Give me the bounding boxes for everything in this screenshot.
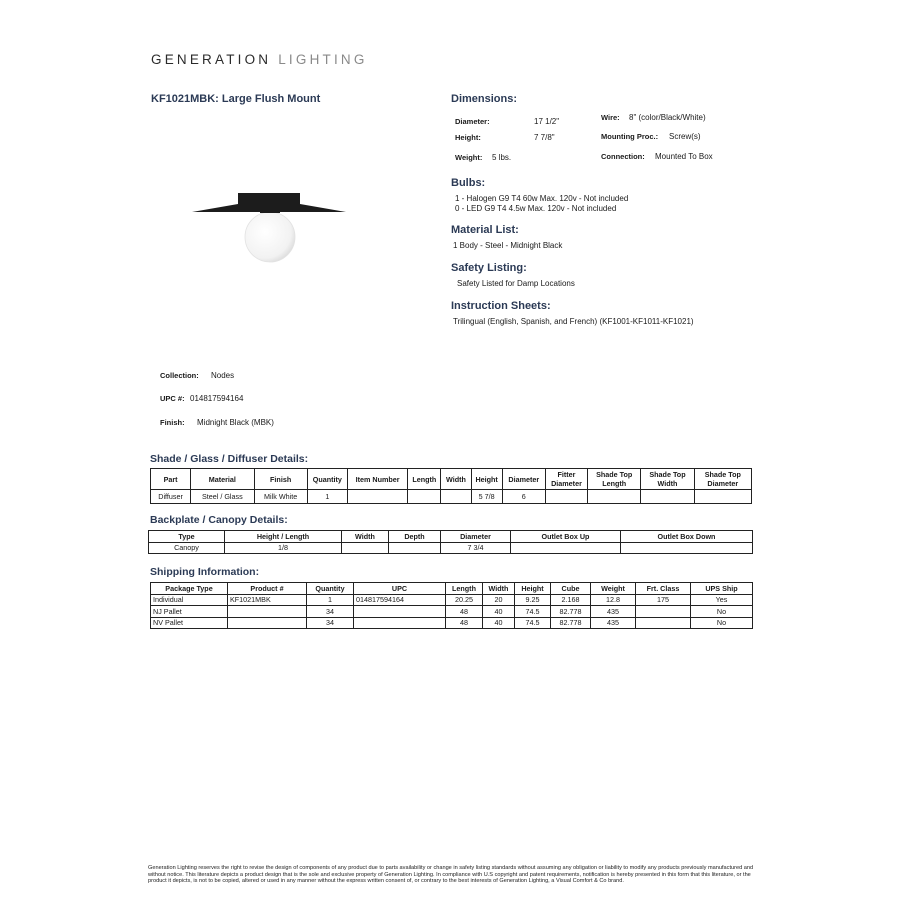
backplate-row: [149, 542, 753, 554]
shipping-heading: Shipping Information:: [150, 566, 260, 578]
product-title: KF1021MBK: Large Flush Mount: [151, 93, 321, 105]
backplate-heading: Backplate / Canopy Details:: [150, 514, 288, 526]
shipping-cell: Yes: [691, 594, 753, 606]
shade-header-quantity: Quantity: [307, 469, 347, 490]
backplate-header-width: Width: [342, 531, 389, 543]
upc-value: 014817594164: [190, 394, 244, 403]
shade-cell-shade-top-length: [588, 490, 641, 504]
shade-heading: Shade / Glass / Diffuser Details:: [150, 453, 309, 465]
height-label: Height:: [455, 133, 481, 142]
shipping-cell: 74.5: [515, 606, 551, 618]
shipping-row: [151, 606, 753, 618]
finish-value: Midnight Black (MBK): [197, 418, 274, 427]
shipping-header-frt-class: Frt. Class: [636, 583, 691, 595]
shade-cell-item-number: [347, 490, 407, 504]
shipping-cell: NV Pallet: [151, 617, 228, 629]
shipping-cell: 34: [307, 606, 354, 618]
backplate-cell-outlet-box-down: [621, 542, 753, 554]
connection-value: Mounted To Box: [655, 152, 713, 161]
shipping-cell: Individual: [151, 594, 228, 606]
shipping-cell: [636, 606, 691, 618]
material-line-1: 1 Body - Steel - Midnight Black: [453, 241, 563, 250]
shipping-row: [151, 617, 753, 629]
shipping-cell: 20.25: [446, 594, 483, 606]
backplate-cell-depth: [389, 542, 441, 554]
backplate-header-type: Type: [149, 531, 225, 543]
shade-header-diameter: Diameter: [502, 469, 545, 490]
bulbs-line-2: 0 - LED G9 T4 4.5w Max. 120v - Not included: [455, 204, 617, 213]
shipping-cell: [354, 617, 446, 629]
shipping-header-quantity: Quantity: [307, 583, 354, 595]
shade-cell-shade-top-width: [641, 490, 694, 504]
instructions-line-1: Trilingual (English, Spanish, and French) (KF1001-KF1011-KF1021): [453, 317, 694, 326]
backplate-header-height-length: Height / Length: [225, 531, 342, 543]
backplate-header-row: [149, 531, 753, 543]
shade-header-material: Material: [191, 469, 254, 490]
shade-cell-width: [441, 490, 471, 504]
shade-header-shade-top-length: Shade Top Length: [588, 469, 641, 490]
shade-header-part: Part: [151, 469, 191, 490]
shade-cell-material: Steel / Glass: [191, 490, 254, 504]
backplate-cell-diameter: 7 3/4: [441, 542, 511, 554]
material-heading: Material List:: [451, 224, 519, 236]
shipping-cell: 435: [591, 617, 636, 629]
shipping-cell: 1: [307, 594, 354, 606]
height-value: 7 7/8": [534, 133, 555, 142]
shade-header-width: Width: [441, 469, 471, 490]
shipping-cell: [354, 606, 446, 618]
shade-header-height: Height: [471, 469, 502, 490]
shipping-cell: No: [691, 617, 753, 629]
finish-label: Finish:: [160, 418, 185, 427]
shipping-header-cube: Cube: [551, 583, 591, 595]
backplate-table: [148, 530, 753, 554]
connection-label: Connection:: [601, 152, 645, 161]
shipping-cell: 74.5: [515, 617, 551, 629]
diameter-label: Diameter:: [455, 117, 490, 126]
weight-label: Weight:: [455, 153, 483, 162]
shipping-header-height: Height: [515, 583, 551, 595]
weight-value: 5 lbs.: [492, 153, 512, 162]
shade-header-shade-top-diameter: Shade Top Diameter: [694, 469, 751, 490]
shipping-cell: 40: [483, 617, 515, 629]
backplate-header-outlet-box-up: Outlet Box Up: [511, 531, 621, 543]
instructions-heading: Instruction Sheets:: [451, 300, 551, 312]
shipping-row: [151, 594, 753, 606]
shipping-cell: 82.778: [551, 617, 591, 629]
shade-cell-quantity: 1: [307, 490, 347, 504]
shipping-cell: [228, 617, 307, 629]
shade-cell-length: [408, 490, 441, 504]
shipping-cell: 435: [591, 606, 636, 618]
backplate-cell-outlet-box-up: [511, 542, 621, 554]
brand-logo: [151, 52, 368, 67]
shipping-cell: 40: [483, 606, 515, 618]
shipping-cell: NJ Pallet: [151, 606, 228, 618]
shade-cell-shade-top-diameter: [694, 490, 751, 504]
backplate-header-outlet-box-down: Outlet Box Down: [621, 531, 753, 543]
upc-label: UPC #:: [160, 394, 185, 403]
backplate-cell-width: [342, 542, 389, 554]
backplate-header-depth: Depth: [389, 531, 441, 543]
legal-footer: Generation Lighting reserves the right to revise the design of components of any product due to parts availability or change in safety listing standards without assuming any obligation or liability to modify any products previously manufactured and without notice. This literature depicts a product design that is the sole and exclusive property of Generation Lighting. In compliance with U.S copyright and patent requirements, notification is hereby presented in this form that this literature, or the product it depicts, is not to be copied, altered or used in any manner without the express written consent of, or contrary to the best interests of Generation Lighting, a Visual Comfort & Co brand.: [148, 865, 754, 885]
shade-cell-fitter-diameter: [545, 490, 587, 504]
shipping-header-length: Length: [446, 583, 483, 595]
diameter-value: 17 1/2": [534, 117, 560, 126]
shipping-cell: No: [691, 606, 753, 618]
shade-cell-part: Diffuser: [151, 490, 191, 504]
shipping-cell: 82.778: [551, 606, 591, 618]
shade-header-item-number: Item Number: [347, 469, 407, 490]
shipping-cell: 34: [307, 617, 354, 629]
wire-value: 8" (color/Black/White): [629, 113, 706, 122]
backplate-cell-height-length: 1/8: [225, 542, 342, 554]
bulbs-line-1: 1 - Halogen G9 T4 60w Max. 120v - Not included: [455, 194, 629, 203]
shipping-header-weight: Weight: [591, 583, 636, 595]
shipping-cell: KF1021MBK: [228, 594, 307, 606]
shipping-header-package-type: Package Type: [151, 583, 228, 595]
shipping-header-width: Width: [483, 583, 515, 595]
mounting-value: Screw(s): [669, 132, 701, 141]
shipping-cell: 20: [483, 594, 515, 606]
mounting-label: Mounting Proc.:: [601, 132, 659, 141]
shipping-cell: 2.168: [551, 594, 591, 606]
bulbs-heading: Bulbs:: [451, 177, 486, 189]
shipping-cell: 48: [446, 617, 483, 629]
shipping-cell: [636, 617, 691, 629]
shade-header-finish: Finish: [254, 469, 307, 490]
shipping-cell: 48: [446, 606, 483, 618]
shipping-header-upc: UPC: [354, 583, 446, 595]
shade-header-fitter-diameter: Fitter Diameter: [545, 469, 587, 490]
collection-value: Nodes: [211, 371, 235, 380]
wire-label: Wire:: [601, 113, 620, 122]
brand-part1: GENERATION: [151, 52, 272, 67]
shade-cell-finish: Milk White: [254, 490, 307, 504]
safety-heading: Safety Listing:: [451, 262, 527, 274]
shade-header-row: [151, 469, 752, 490]
shade-header-length: Length: [408, 469, 441, 490]
shipping-cell: 014817594164: [354, 594, 446, 606]
shade-header-shade-top-width: Shade Top Width: [641, 469, 694, 490]
shipping-header-product: Product #: [228, 583, 307, 595]
dimensions-heading: Dimensions:: [451, 93, 518, 105]
brand-part2: LIGHTING: [278, 52, 368, 67]
shade-cell-diameter: 6: [502, 490, 545, 504]
collection-label: Collection:: [160, 371, 199, 380]
shade-cell-height: 5 7/8: [471, 490, 502, 504]
safety-line-1: Safety Listed for Damp Locations: [457, 279, 575, 288]
shipping-cell: 9.25: [515, 594, 551, 606]
backplate-header-diameter: Diameter: [441, 531, 511, 543]
shipping-header-ups-ship: UPS Ship: [691, 583, 753, 595]
flush-mount-fixture-illustration: [190, 190, 348, 270]
shipping-cell: 12.8: [591, 594, 636, 606]
shade-table: [150, 468, 752, 504]
shipping-cell: [228, 606, 307, 618]
shade-row: [151, 490, 752, 504]
shipping-header-row: [151, 583, 753, 595]
backplate-cell-type: Canopy: [149, 542, 225, 554]
shipping-cell: 175: [636, 594, 691, 606]
shipping-table: [150, 582, 753, 629]
